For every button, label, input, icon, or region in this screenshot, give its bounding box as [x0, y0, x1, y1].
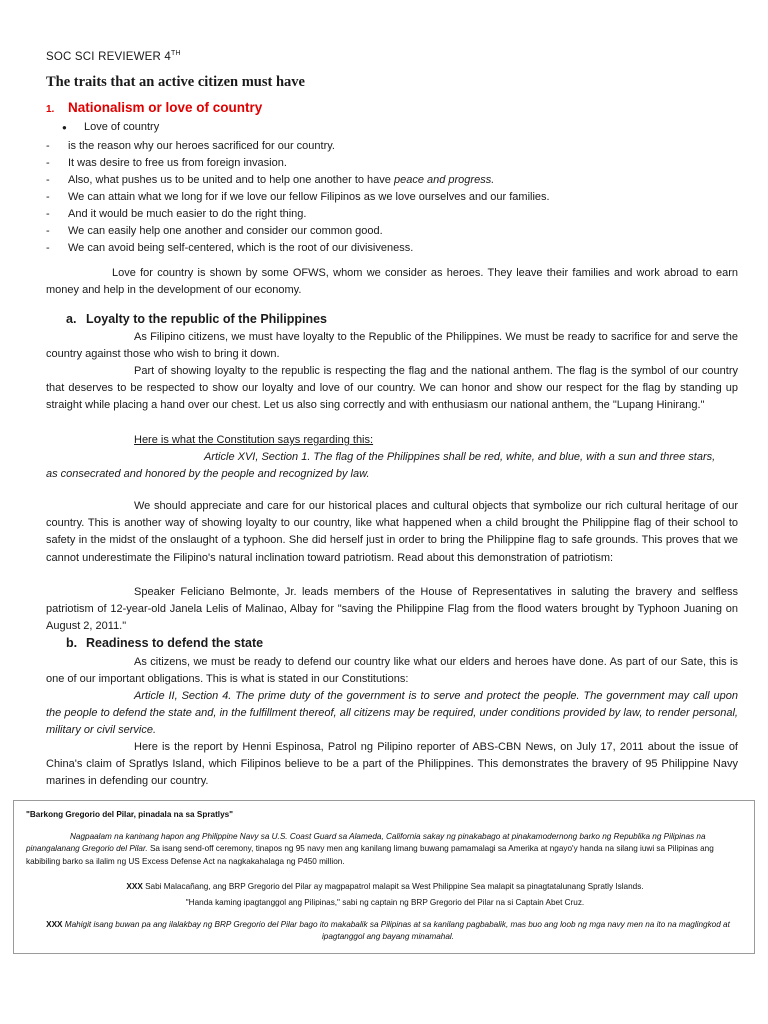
news-box-paragraph-1: Nagpaalam na kaninang hapon ang Philippine Navy sa U.S. Coast Guard sa Alameda, California sakay ng pinakabago at pinakamodernong barko ng Republika ng Pilipinas na pinangalanang Gregorio del Pilar. Sa isang send-off ceremony, tinapos ng 95 navy men ang kanilang limang buwang pamamalagi sa Amerika at ngayo'y handa na silang iuwi sa Pilipinas ang kabibiling barko sa ilalim ng US Excess Defense Act na nagkakahalaga ng P450 million.: [26, 832, 714, 866]
section-a-heading: a. Loyalty to the republic of the Philippines: [66, 312, 327, 326]
news-box-paragraph-4: XXX Mahigit isang buwan pa ang ilalakbay ng BRP Gregorio del Pilar bago ito makabalik sa Pilipinas at sa kanilang pagbabalik, mas buo ang loob ng mga navy men na ito na maglingkod at ipagtanggol ang bayang minamahal.: [46, 920, 730, 942]
section-1-heading: [46, 100, 262, 115]
constitution-quote: Article XVI, Section 1. The flag of the Philippines shall be red, white, and blue, with a sun and three stars, as consecrated and honored by the people and recognized by law.: [46, 451, 716, 481]
section-a-paragraph-3: We should appreciate and care for our historical places and cultural objects that symbolize our rich cultural heritage of our country. This is another way of showing loyalty to our country, like what happened when a child brought the Philippine flag of their school to safety in the midst of the onslaught of a typhoon. She did herself just in order to bring the Philippine flag to safe grounds. This proves that we cannot underestimate the Filipino's natural inclination toward patriotism. Read about this demonstration of patriotism:: [46, 500, 738, 564]
main-heading: The traits that an active citizen must have: [46, 74, 305, 90]
italic-phrase: peace and progress.: [393, 174, 495, 186]
section-a-paragraph-4: Speaker Feliciano Belmonte, Jr. leads members of the House of Representatives in saluting the bravery and selfless patriotism of 12-year-old Janela Lelis of Malinao, Albay for "saving the Philippine Flag from the flood waters brought by Typhoon Juaning on August 2, 2011.": [46, 586, 738, 633]
list-item: - It was desire to free us from foreign invasion.: [46, 157, 287, 169]
ofw-paragraph: Love for country is shown by some OFWS, whom we consider as heroes. They leave their families and work abroad to earn money and help in the development of our economy.: [46, 267, 738, 297]
list-item: - We can avoid being self-centered, which is the root of our divisiveness.: [46, 242, 414, 254]
section-b-paragraph-1: As citizens, we must be ready to defend our country like what our elders and heroes have done. As part of our Sate, this is one of our important obligations. This is what is stated in our Constitutions:: [46, 656, 738, 686]
bullet-item: [62, 121, 159, 133]
dash-list: [46, 138, 746, 257]
news-box-paragraph-2: XXX Sabi Malacañang, ang BRP Gregorio del Pilar ay magpapatrol malapit sa West Philippine Sea malapit sa pinagtatalunang Spratly Islands.: [126, 882, 644, 891]
list-item: - We can easily help one another and consider our common good.: [46, 225, 383, 237]
list-item: - Also, what pushes us to be united and to help one another to have peace and progress.: [46, 174, 495, 186]
list-item: - is the reason why our heroes sacrificed for our country.: [46, 140, 335, 152]
section-1-number: 1.: [46, 104, 55, 115]
list-item: - And it would be much easier to do the right thing.: [46, 208, 307, 220]
bullet-dot-icon: ●: [62, 123, 67, 132]
section-b-heading: b. Readiness to defend the state: [66, 636, 264, 650]
header-title: SOC SCI REVIEWER 4: [46, 50, 172, 63]
section-1-title: Nationalism or love of country: [68, 100, 263, 115]
bullet-label: Love of country: [84, 121, 160, 133]
section-b-quote: Article II, Section 4. The prime duty of the government is to serve and protect the people. The government may call upon the people to defend the state and, in the fulfillment thereof, all citizens may be required, under conditions provided by law, to render personal, military or civil service.: [46, 690, 738, 737]
section-a-paragraph-1: As Filipino citizens, we must have loyalty to the Republic of the Philippines. We must be ready to sacrifice for and serve the country against those who wish to bring it down.: [46, 331, 738, 361]
page-header: [46, 50, 181, 63]
list-item: - We can attain what we long for if we love our fellow Filipinos as we love ourselves and our families.: [46, 191, 550, 203]
header-superscript: TH: [171, 50, 181, 57]
news-box-paragraph-3: "Handa kaming ipagtanggol ang Pilipinas," sabi ng captain ng BRP Gregorio del Pilar na si Captain Abet Cruz.: [185, 898, 585, 907]
section-a-paragraph-2: Part of showing loyalty to the republic is respecting the flag and the national anthem. The flag is the symbol of our country that deserves to be respected to show our loyalty and love of our country. We can honor and show our respect for the flag by standing up straight while placing a hand over our chest. Let us also sing correctly and with enthusiasm our national anthem, the "Lupang Hinirang.": [46, 365, 738, 412]
news-box-title: "Barkong Gregorio del Pilar, pinadala na sa Spratlys": [26, 810, 234, 819]
news-box: [13, 800, 755, 954]
constitution-intro: Here is what the Constitution says regarding this:: [134, 434, 374, 446]
section-b-paragraph-2: Here is the report by Henni Espinosa, Patrol ng Pilipino reporter of ABS-CBN News, on July 17, 2011 about the issue of China's claim of Spratlys Island, which Filipinos believe to be a part of the Philippines. This demonstrates the bravery of 95 Philippine Navy marines in defending our country.: [46, 741, 738, 788]
